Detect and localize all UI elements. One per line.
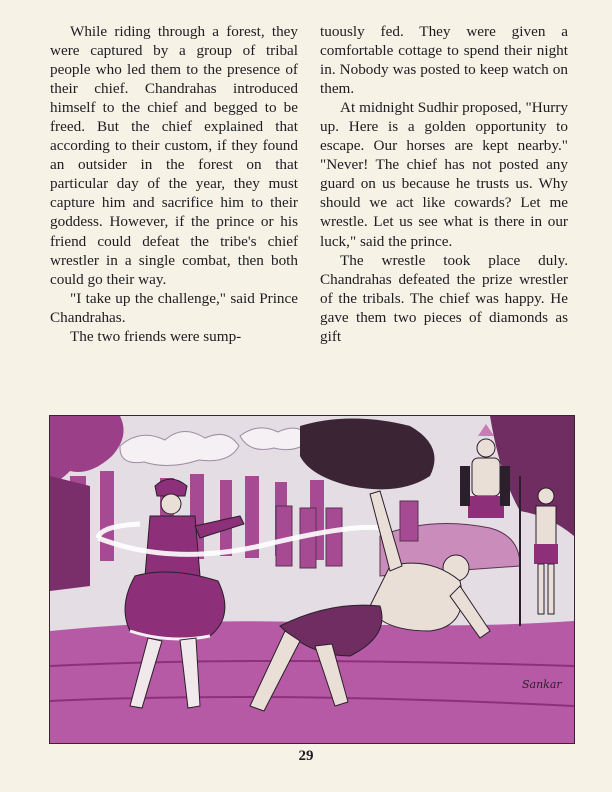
text-column-left <box>50 22 298 346</box>
wrestling-illustration <box>49 415 575 744</box>
text-column-right <box>320 22 568 346</box>
paragraph: While riding through a forest, they were captured by a group of tribal people who led them to the presence of their chief. Chandrahas introduced himself to the chief and begged to be freed. But the chief explained that according to their custom, if they found an outsider in the forest on that particular day of the year, they must capture him and sacrifice him to their goddess. However, if the prince or his friend could defeat the tribe's chief wrestler in a single combat, then both could go their way. <box>50 23 298 288</box>
illustration-art <box>50 416 574 743</box>
left-foliage <box>50 476 90 591</box>
paragraph: tuously fed. They were given a comfortable cottage to spend their night in. Nobody was posted to keep watch on them. <box>320 23 568 98</box>
paragraph: At midnight Sudhir proposed, "Hurry up. Here is a golden opportunity to escape. Our horses are kept nearby." "Never! The chief has not posted any guard on us because he trusts us. Why should we act like cowards? Let me wrestle. Let us see what is there in our luck," said the prince. <box>320 99 568 250</box>
paragraph: The wrestle took place duly. Chandrahas defeated the prize wrestler of the tribals. The chief was happy. He gave them two pieces of diamonds as gift <box>320 251 568 345</box>
artist-signature: Sankar <box>522 678 562 691</box>
paragraph: "I take up the challenge," said Prince Chandrahas. <box>50 289 298 326</box>
page-number: 29 <box>298 748 314 764</box>
paragraph: The two friends were sump- <box>70 327 242 345</box>
